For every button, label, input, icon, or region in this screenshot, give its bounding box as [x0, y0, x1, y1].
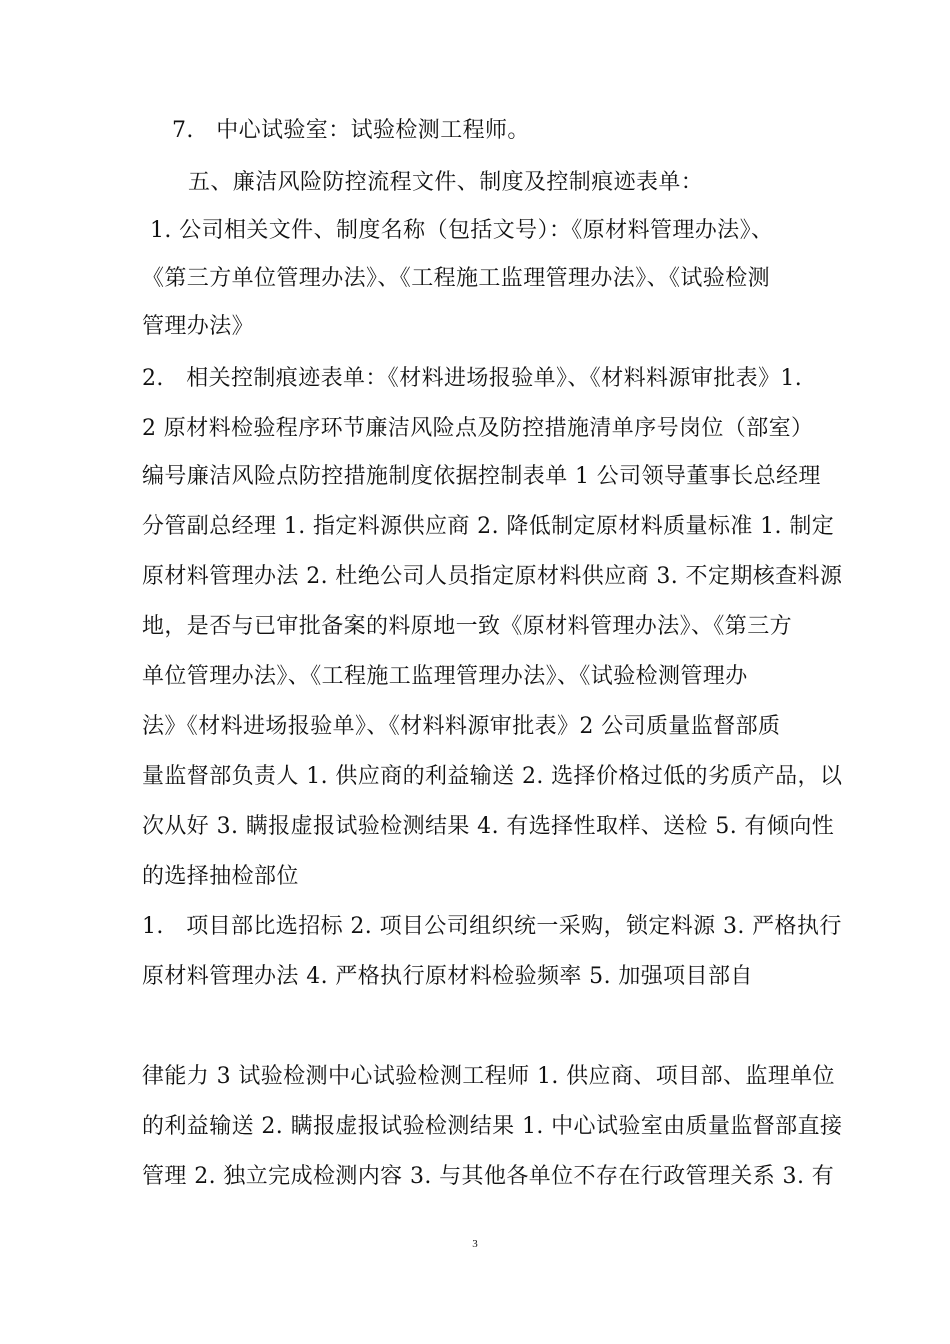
text-line: 量监督部负责人 1. 供应商的利益输送 2. 选择价格过低的劣质产品，以: [142, 764, 843, 789]
text-line: 的选择抽检部位: [142, 864, 299, 889]
text-line: 《第三方单位管理办法》、《工程施工监理管理办法》、《试验检测: [142, 266, 771, 291]
page-number: 3: [472, 1238, 478, 1250]
text-line: 编号廉洁风险点防控措施制度依据控制表单 1 公司领导董事长总经理: [142, 464, 821, 489]
text-line: 2. 相关控制痕迹表单：《材料进场报验单》、《材料料源审批表》1.: [142, 366, 803, 391]
text-line: 法》《材料进场报验单》、《材料料源审批表》2 公司质量监督部质: [142, 714, 781, 739]
text-line: 1. 公司相关文件、制度名称（包括文号）：《原材料管理办法》、: [150, 218, 774, 243]
text-line: 的利益输送 2. 瞒报虚报试验检测结果 1. 中心试验室由质量监督部直接: [142, 1114, 843, 1139]
text-line: 原材料管理办法 2. 杜绝公司人员指定原材料供应商 3. 不定期核查料源: [142, 564, 843, 589]
text-line: 管理 2. 独立完成检测内容 3. 与其他各单位不存在行政管理关系 3. 有: [142, 1164, 835, 1189]
text-line: 地，是否与已审批备案的料原地一致《原材料管理办法》、《第三方: [142, 614, 793, 639]
text-line: 7. 中心试验室：试验检测工程师。: [172, 118, 530, 143]
text-line: 2 原材料检验程序环节廉洁风险点及防控措施清单序号岗位（部室）: [142, 416, 814, 441]
text-line: 次从好 3. 瞒报虚报试验检测结果 4. 有选择性取样、送检 5. 有倾向性: [142, 814, 835, 839]
text-line: 分管副总经理 1. 指定料源供应商 2. 降低制定原材料质量标准 1. 制定: [142, 514, 835, 539]
text-line: 1. 项目部比选招标 2. 项目公司组织统一采购，锁定料源 3. 严格执行: [142, 914, 842, 939]
text-line: 管理办法》: [142, 314, 255, 339]
text-line: 律能力 3 试验检测中心试验检测工程师 1. 供应商、项目部、监理单位: [142, 1064, 835, 1089]
text-line: 原材料管理办法 4. 严格执行原材料检验频率 5. 加强项目部自: [142, 964, 753, 989]
text-line: 单位管理办法》、《工程施工监理管理办法》、《试验检测管理办: [142, 664, 748, 689]
section-heading: 五、廉洁风险防控流程文件、制度及控制痕迹表单：: [188, 170, 704, 195]
